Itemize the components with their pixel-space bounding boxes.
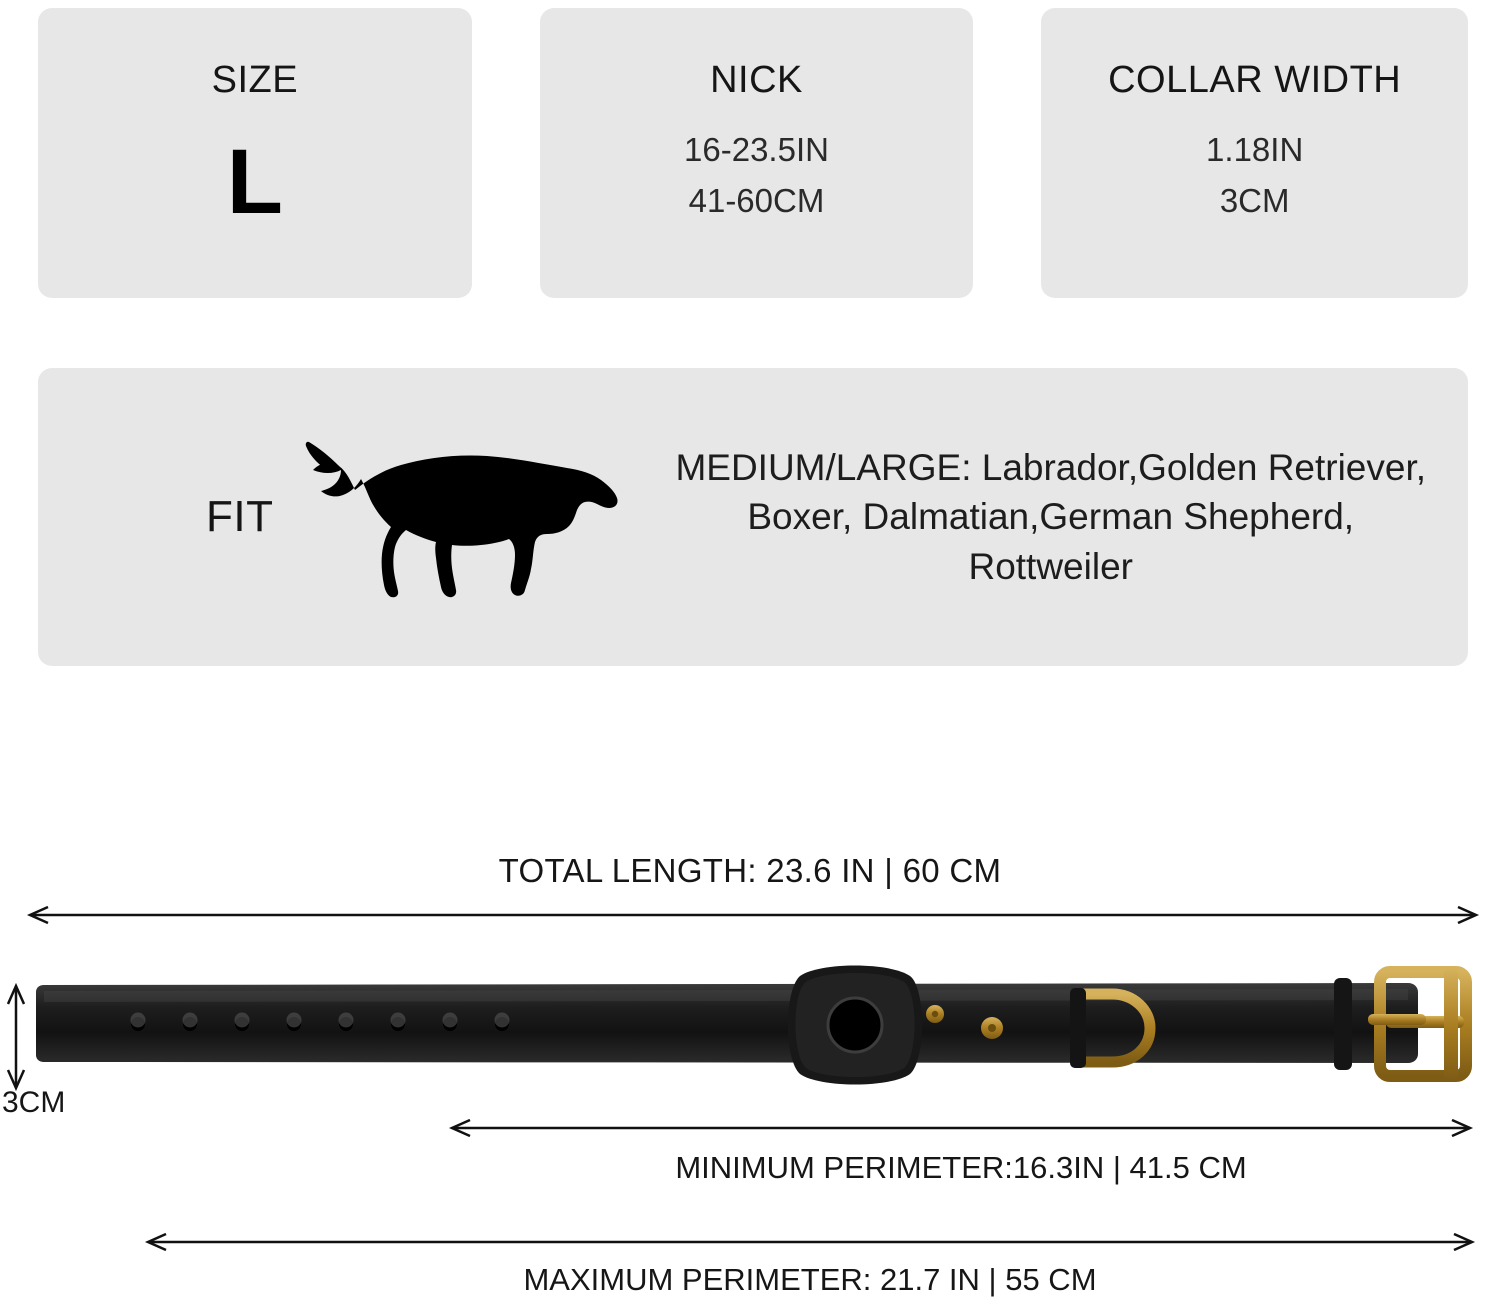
fit-card — [38, 368, 1468, 666]
spec-card-collar-width-title: COLLAR WIDTH — [1108, 59, 1402, 101]
minimum-perimeter-label: MINIMUM PERIMETER:16.3IN | 41.5 CM — [675, 1150, 1247, 1185]
spec-card-collar-width-values — [1206, 124, 1303, 226]
spec-card-nick-title: NICK — [710, 59, 803, 101]
spec-card-nick-value-cm: 41-60CM — [688, 181, 825, 219]
spec-cards-row — [38, 8, 1468, 298]
spec-card-collar-width — [1041, 8, 1468, 298]
collar-width-label: 3CM — [2, 1086, 66, 1119]
spec-card-size-title: SIZE — [211, 59, 299, 101]
total-length-arrow — [22, 905, 1484, 925]
spec-card-collar-width-value-cm: 3CM — [1219, 181, 1290, 219]
spec-card-nick — [540, 8, 974, 298]
collar-width-arrow — [6, 982, 26, 1092]
spec-card-collar-width-value-inches: 1.18IN — [1206, 130, 1304, 168]
fit-description: MEDIUM/LARGE: Labrador,Golden Retriever, Boxer, Dalmatian,German Shepherd, Rottweiler — [675, 447, 1427, 587]
spec-card-nick-value-inches: 16-23.5IN — [684, 130, 829, 168]
minimum-perimeter-arrow — [444, 1118, 1478, 1138]
maximum-perimeter-label: MAXIMUM PERIMETER: 21.7 IN | 55 CM — [523, 1262, 1097, 1297]
spec-card-nick-values — [684, 124, 829, 226]
fit-label: FIT — [206, 492, 274, 541]
maximum-perimeter-arrow — [140, 1232, 1480, 1252]
dog-silhouette-icon — [305, 438, 625, 603]
dog-collar-illustration — [30, 958, 1480, 1093]
total-length-label: TOTAL LENGTH: 23.6 IN | 60 CM — [498, 852, 1002, 889]
spec-card-size-value: L — [226, 130, 283, 233]
spec-card-size — [38, 8, 472, 298]
